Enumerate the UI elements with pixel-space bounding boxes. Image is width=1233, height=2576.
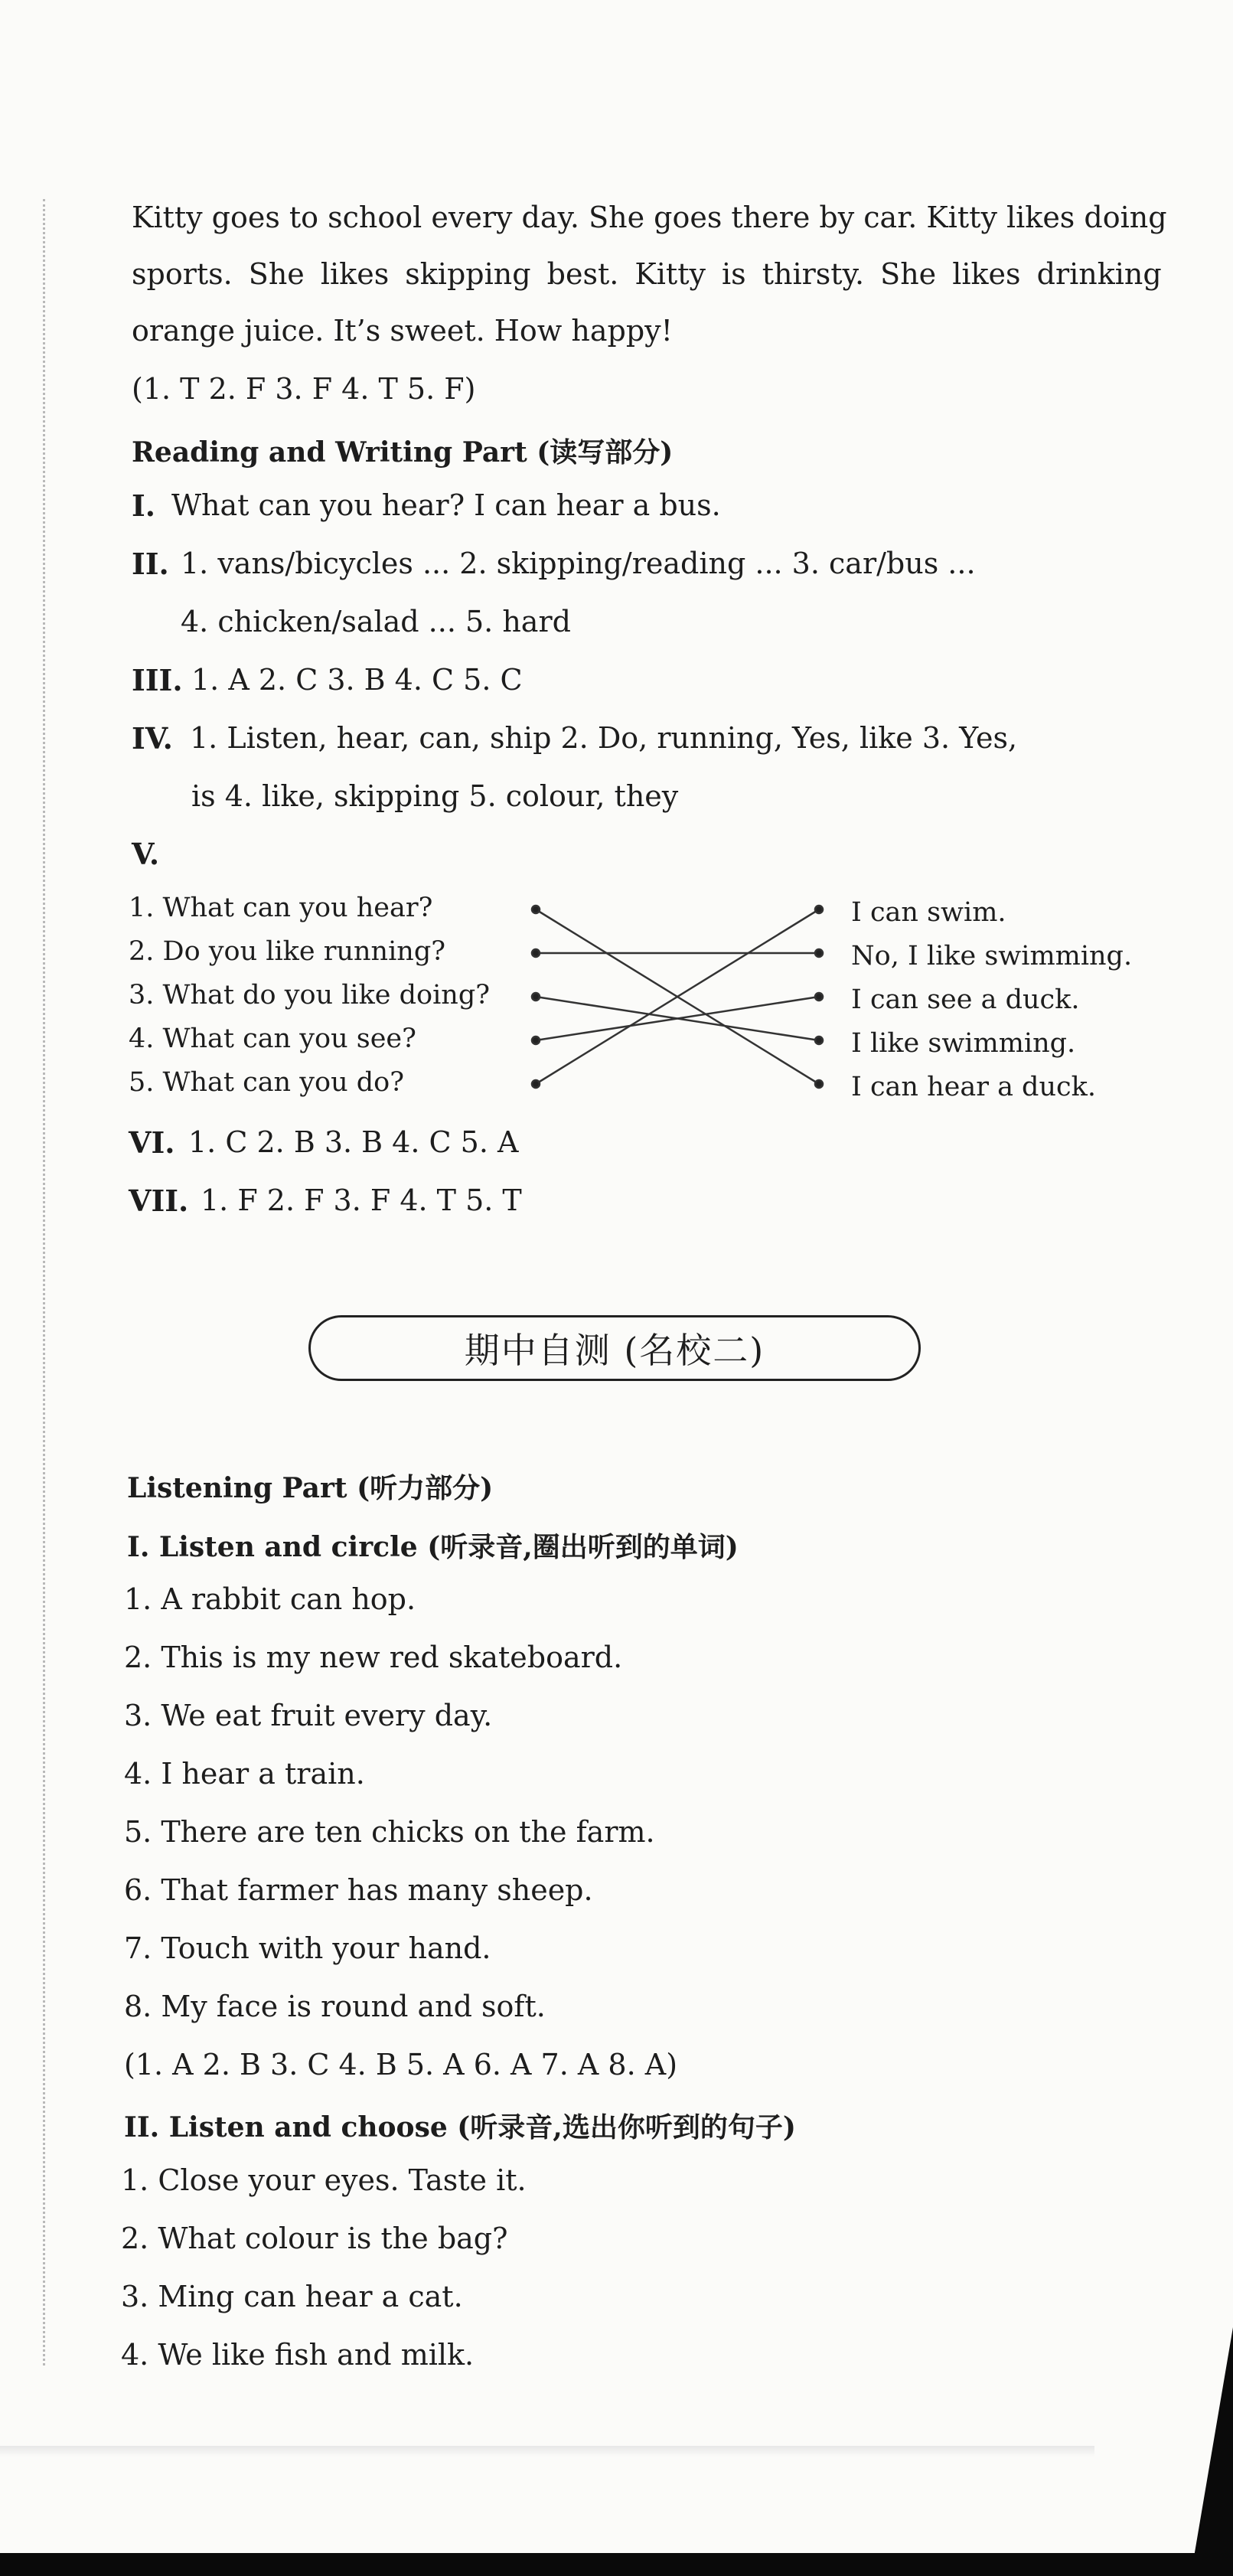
page-bottom-edge bbox=[0, 2553, 1233, 2576]
section-heading: Listening Part (听力部分) bbox=[127, 1472, 494, 1504]
match-dot bbox=[815, 1080, 823, 1088]
match-question: 4. What can you see? bbox=[129, 1024, 416, 1054]
match-question: 1. What can you hear? bbox=[129, 893, 433, 923]
part-heading: I. Listen and circle (听录音,圈出听到的单词) bbox=[127, 1531, 739, 1563]
list-item: 8. My face is round and soft. bbox=[124, 1990, 546, 2023]
section-heading: Reading and Writing Part (读写部分) bbox=[132, 436, 674, 469]
section-answer: is 4. like, skipping 5. colour, they bbox=[191, 779, 679, 813]
page-footer-shade bbox=[0, 2446, 1094, 2457]
match-dot bbox=[532, 1037, 540, 1044]
match-dot bbox=[532, 1080, 540, 1088]
list-item: 2. This is my new red skateboard. bbox=[124, 1641, 623, 1674]
match-answer: No, I like swimming. bbox=[851, 941, 1133, 971]
list-item: 2. What colour is the bag? bbox=[121, 2222, 508, 2255]
section-answer: 4. chicken/salad ... 5. hard bbox=[181, 605, 571, 638]
section-number: II. bbox=[132, 547, 169, 581]
match-dot bbox=[532, 993, 540, 1001]
match-question: 2. Do you like running? bbox=[129, 936, 445, 967]
section-number: VII. bbox=[129, 1184, 189, 1218]
match-dot bbox=[815, 906, 823, 913]
section-answer: 1. Listen, hear, can, ship 2. Do, running, Yes, like 3. Yes, bbox=[190, 721, 1018, 755]
section-number: V. bbox=[132, 837, 160, 871]
test-title-box bbox=[308, 1315, 921, 1381]
list-item: 5. There are ten chicks on the farm. bbox=[124, 1815, 655, 1849]
list-item: 4. We like fish and milk. bbox=[121, 2338, 475, 2372]
section-answer: 1. A 2. C 3. B 4. C 5. C bbox=[191, 663, 523, 697]
match-dot bbox=[532, 949, 540, 957]
section-answer: What can you hear? I can hear a bus. bbox=[171, 488, 721, 522]
section-answer: 1. F 2. F 3. F 4. T 5. T bbox=[201, 1184, 522, 1217]
match-answer: I like swimming. bbox=[851, 1028, 1076, 1059]
passage-line: orange juice. It’s sweet. How happy! bbox=[132, 314, 673, 348]
section-number: IV. bbox=[132, 721, 173, 756]
match-dot bbox=[532, 906, 540, 913]
section-answer: 1. vans/bicycles ... 2. skipping/reading ... 3. car/bus ... bbox=[181, 547, 976, 580]
match-answer: I can swim. bbox=[851, 897, 1006, 928]
match-answer: I can hear a duck. bbox=[851, 1072, 1096, 1102]
passage-answers: (1. T 2. F 3. F 4. T 5. F) bbox=[132, 372, 476, 406]
section-number: VI. bbox=[129, 1125, 175, 1160]
section-number: I. bbox=[132, 488, 156, 523]
test-title: 期中自测 (名校二) bbox=[464, 1330, 765, 1371]
match-dot bbox=[815, 949, 823, 957]
list-item: 1. Close your eyes. Taste it. bbox=[121, 2163, 527, 2197]
list-item: 3. We eat fruit every day. bbox=[124, 1699, 493, 1732]
section-number: III. bbox=[132, 663, 183, 697]
part-answers: (1. A 2. B 3. C 4. B 5. A 6. A 7. A 8. A) bbox=[124, 2048, 678, 2081]
list-item: 7. Touch with your hand. bbox=[124, 1931, 491, 1965]
match-question: 5. What can you do? bbox=[129, 1067, 404, 1098]
part-heading: II. Listen and choose (听录音,选出你听到的句子) bbox=[124, 2111, 796, 2143]
match-dot bbox=[815, 1037, 823, 1044]
list-item: 4. I hear a train. bbox=[124, 1757, 365, 1791]
list-item: 3. Ming can hear a cat. bbox=[121, 2280, 463, 2313]
match-question: 3. What do you like doing? bbox=[129, 980, 491, 1010]
match-answer: I can see a duck. bbox=[851, 984, 1080, 1015]
passage-line: sports. She likes skipping best. Kitty is thirsty. She likes drinking bbox=[132, 257, 1162, 291]
passage-line: Kitty goes to school every day. She goes there by car. Kitty likes doing bbox=[132, 201, 1167, 234]
match-dot bbox=[815, 993, 823, 1001]
list-item: 1. A rabbit can hop. bbox=[124, 1582, 416, 1616]
section-answer: 1. C 2. B 3. B 4. C 5. A bbox=[188, 1125, 519, 1159]
list-item: 6. That farmer has many sheep. bbox=[124, 1873, 593, 1907]
